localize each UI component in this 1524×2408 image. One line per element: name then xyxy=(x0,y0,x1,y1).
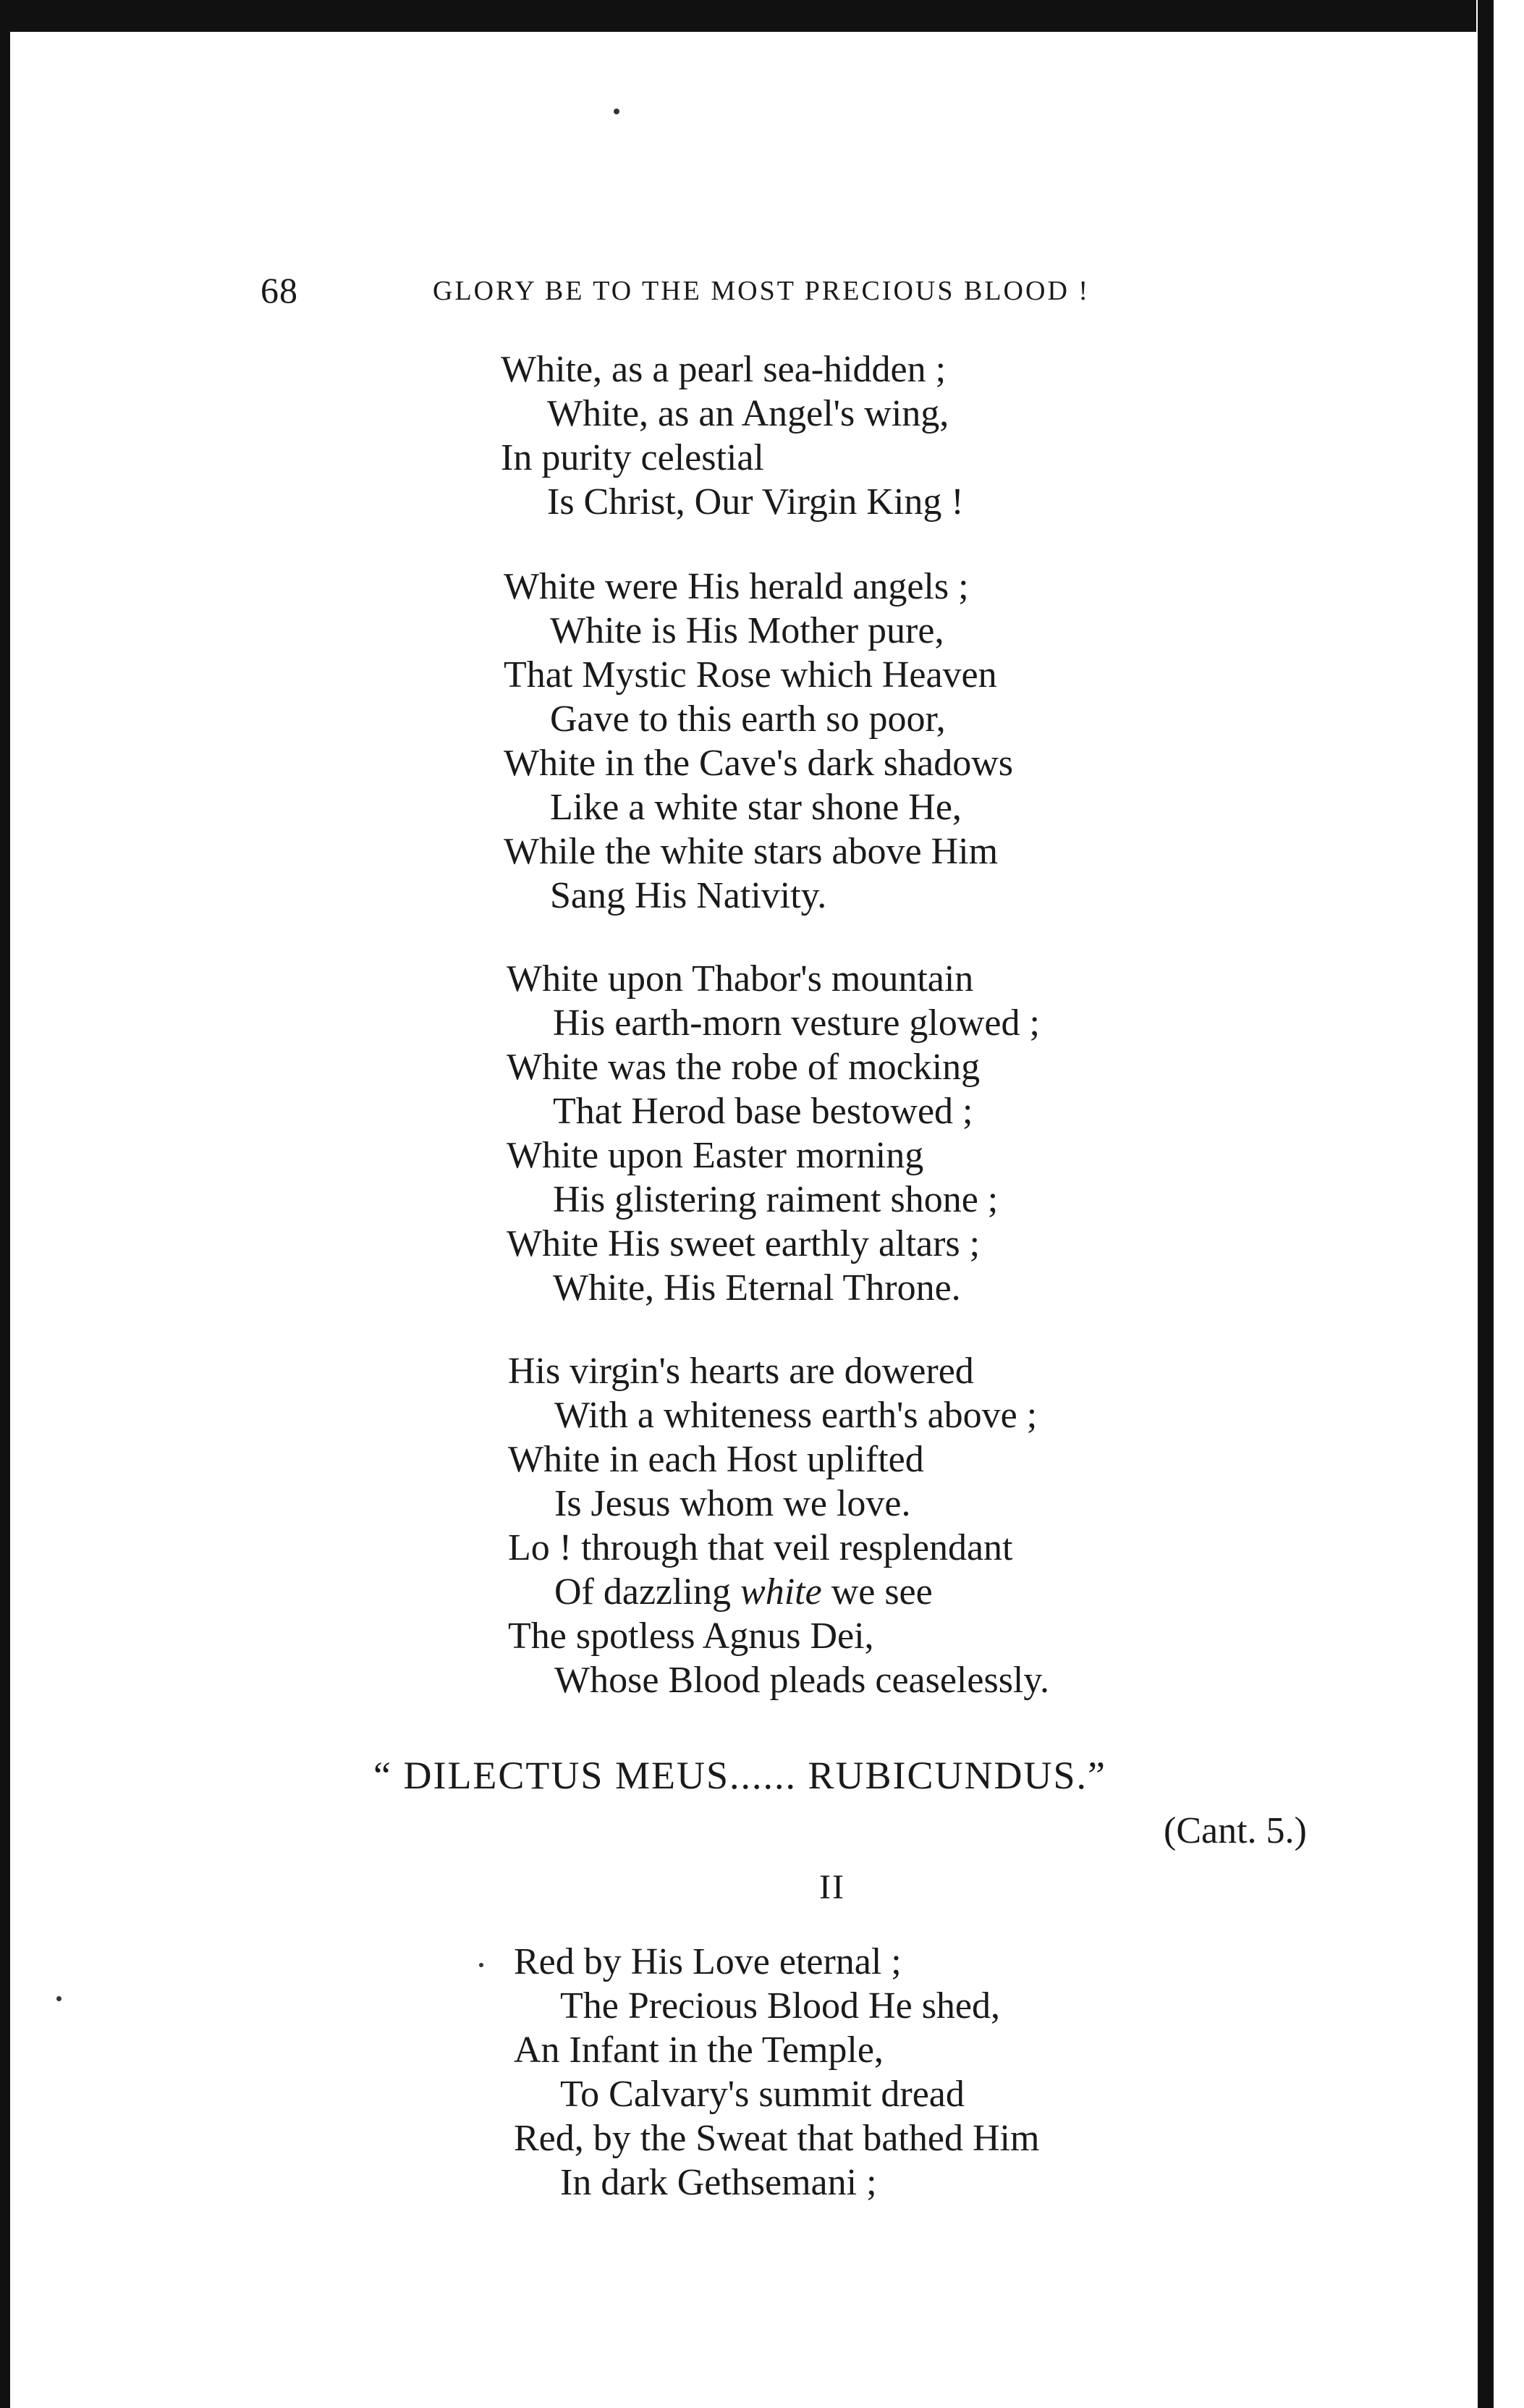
poem-line: Red, by the Sweat that bathed Him xyxy=(514,2118,1040,2159)
scan-speck xyxy=(56,1996,62,2001)
poem-line: Sang His Nativity. xyxy=(550,875,827,916)
poem-title: “ DILECTUS MEUS...... RUBICUNDUS.” xyxy=(373,1754,1106,1797)
poem-line: His glistering raiment shone ; xyxy=(553,1179,999,1220)
poem-line: Of dazzling white we see xyxy=(554,1571,933,1613)
poem-line: An Infant in the Temple, xyxy=(514,2029,884,2071)
poem-line: His earth-morn vesture glowed ; xyxy=(553,1002,1040,1044)
scan-border-left xyxy=(0,0,10,2408)
poem-line: White was the robe of mocking xyxy=(507,1047,981,1088)
poem-line: White in the Cave's dark shadows xyxy=(504,743,1013,784)
scan-border-top xyxy=(0,0,1481,32)
poem-line: His virgin's hearts are dowered xyxy=(508,1351,974,1392)
poem-line: To Calvary's summit dread xyxy=(560,2074,965,2115)
poem-line: White His sweet earthly altars ; xyxy=(507,1223,981,1264)
poem-line: That Herod base bestowed ; xyxy=(553,1091,973,1132)
stanza-3 xyxy=(507,957,1040,1310)
scan-speck xyxy=(614,109,619,114)
poem-line: Red by His Love eternal ; xyxy=(514,1941,902,1982)
poem-line: That Mystic Rose which Heaven xyxy=(504,654,997,696)
scripture-citation: (Cant. 5.) xyxy=(1164,1810,1307,1851)
stanza-1 xyxy=(501,347,964,524)
part-number: II xyxy=(819,1868,845,1906)
page-number: 68 xyxy=(261,270,298,310)
poem-line: White upon Thabor's mountain xyxy=(507,958,974,1000)
poem-line: Is Jesus whom we love. xyxy=(554,1483,911,1524)
poem-line: White, as an Angel's wing, xyxy=(547,393,949,434)
poem-line: Whose Blood pleads ceaselessly. xyxy=(554,1660,1049,1701)
poem-line: With a whiteness earth's above ; xyxy=(554,1395,1038,1436)
poem-line: White is His Mother pure, xyxy=(550,610,944,651)
poem-line: White upon Easter morning xyxy=(507,1135,924,1176)
poem-line: Gave to this earth so poor, xyxy=(550,698,946,740)
page-header xyxy=(261,269,1462,320)
stanza-4 xyxy=(508,1349,1049,1702)
scan-speck xyxy=(479,1963,483,1967)
poem-line: The spotless Agnus Dei, xyxy=(508,1615,874,1657)
poem-line: White, His Eternal Throne. xyxy=(553,1267,961,1309)
poem-line: The Precious Blood He shed, xyxy=(560,1985,1001,2027)
poem-line: In dark Gethsemani ; xyxy=(560,2162,877,2203)
emphasized-word: white xyxy=(740,1571,822,1613)
poem-line: In purity celestial xyxy=(501,437,764,478)
scan-border-right xyxy=(1478,0,1494,2408)
running-head: GLORY BE TO THE MOST PRECIOUS BLOOD ! xyxy=(433,276,1091,306)
poem-line: White, as a pearl sea-hidden ; xyxy=(501,349,947,390)
stanza-2 xyxy=(504,565,1013,918)
poem-line: White in each Host uplifted xyxy=(508,1439,924,1480)
poem-line: Lo ! through that veil resplendant xyxy=(508,1527,1013,1568)
poem-line: Is Christ, Our Virgin King ! xyxy=(547,481,964,523)
poem-line: White were His herald angels ; xyxy=(504,566,969,607)
poem-line: While the white stars above Him xyxy=(504,831,999,872)
poem-line: Like a white star shone He, xyxy=(550,787,962,828)
stanza-5 xyxy=(514,1940,1039,2205)
